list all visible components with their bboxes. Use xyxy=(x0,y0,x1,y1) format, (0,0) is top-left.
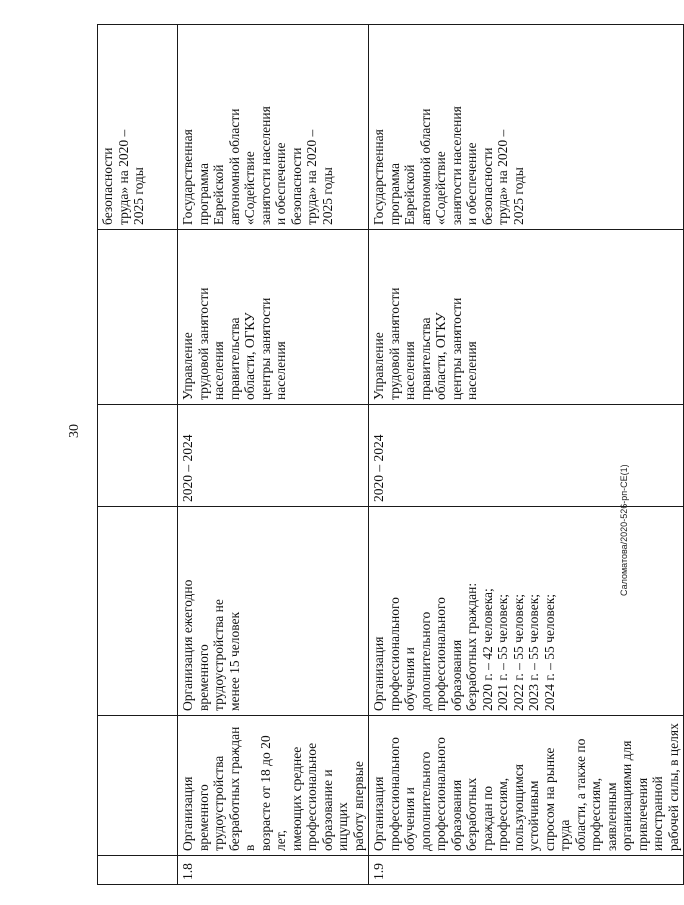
cell-number xyxy=(98,856,178,885)
cell-measure-name: Организация профессионального обучения и дополнительного профессионального образования безработных граждан по профессиям, пользующимся устойчивым спросом на рынке труда области, а также по профессиям, заявленным организациями для привлечения иностранной рабочей силы, в целях xyxy=(369,716,684,856)
document-footer-code: Саломатова/2020-526-рп-СЕ(1) xyxy=(619,464,629,596)
table-row xyxy=(178,25,369,885)
cell-number: 1.8 xyxy=(178,856,369,885)
cell-executor xyxy=(98,230,178,405)
measures-table xyxy=(97,24,684,885)
cell-funding-source: Государственная программа Еврейской автономной области «Содействие занятости населения и обеспечение безопасности труда» на 2020 – 2025 годы xyxy=(178,25,369,230)
page-number: 30 xyxy=(67,424,82,438)
cell-funding-source: безопасности труда» на 2020 – 2025 годы xyxy=(98,25,178,230)
cell-result: Организация профессионального обучения и дополнительного профессионального образования безработных граждан: 2020 г. – 42 человека; 2021 г. – 55 человек; 2022 г. – 55 человек; 2023 г. – 55 человек; 2024 г. – 55 человек; xyxy=(369,507,684,716)
cell-result xyxy=(98,507,178,716)
cell-measure-name: Организация временного трудоустройства безработных граждан в возрасте от 18 до 20 лет, имеющих среднее профессиональное образование и ищущих работу впервые xyxy=(178,716,369,856)
cell-measure-name xyxy=(98,716,178,856)
cell-result: Организация ежегодно временного трудоустройства не менее 15 человек xyxy=(178,507,369,716)
cell-number: 1.9 xyxy=(369,856,684,885)
cell-period xyxy=(98,405,178,507)
cell-funding-source: Государственная программа Еврейской автономной области «Содействие занятости населения и обеспечение безопасности труда» на 2020 – 2025 годы xyxy=(369,25,684,230)
table-row xyxy=(369,25,684,885)
cell-executor: Управление трудовой занятости населения правительства области, ОГКУ центры занятости населения xyxy=(178,230,369,405)
cell-period: 2020 – 2024 xyxy=(178,405,369,507)
table-row xyxy=(98,25,178,885)
cell-executor: Управление трудовой занятости населения правительства области, ОГКУ центры занятости населения xyxy=(369,230,684,405)
cell-period: 2020 – 2024 xyxy=(369,405,684,507)
